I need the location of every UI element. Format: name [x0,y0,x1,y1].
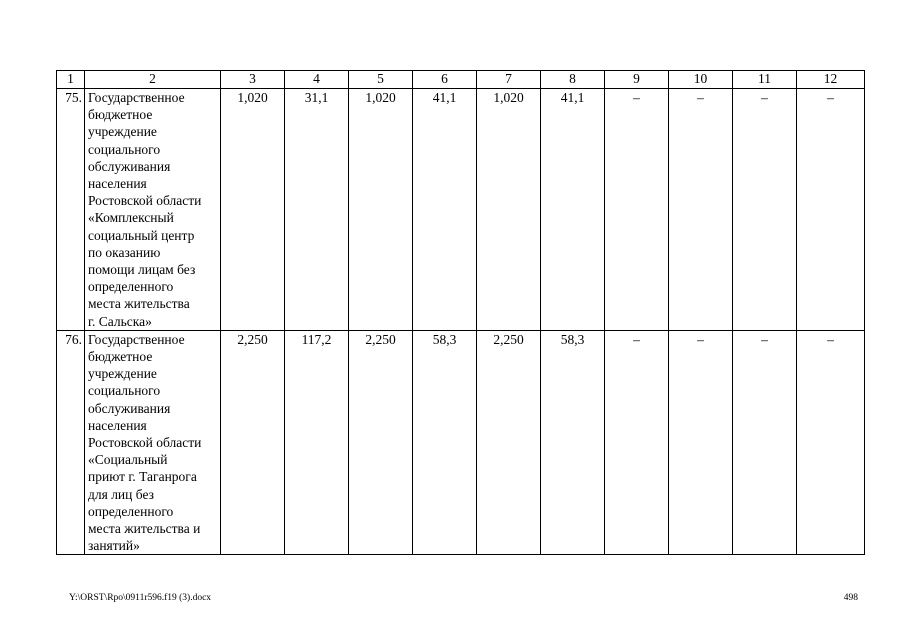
value-cell: 2,250 [477,330,541,555]
institution-name-line: обслуживания [88,158,171,174]
footer-page-number: 498 [843,593,858,603]
column-header: 1 [57,71,85,89]
value-cell: 1,020 [349,89,413,331]
institution-name-line: для лиц без [88,486,154,502]
institution-name-line: места жительства и [88,521,201,537]
institution-name-line: Ростовской области [88,435,202,451]
institution-name-line: населения [88,176,147,192]
column-header: 8 [541,71,605,89]
institution-name-line: социального [88,141,161,157]
table-row [57,330,865,555]
column-header: 7 [477,71,541,89]
institution-name-line: места жительства [88,296,190,312]
value-cell: 1,020 [221,89,285,331]
value-cell: 58,3 [541,330,605,555]
value-cell: – [669,89,733,331]
column-header: 9 [605,71,669,89]
column-header: 6 [413,71,477,89]
column-header: 2 [85,71,221,89]
value-cell: 58,3 [413,330,477,555]
institution-name-line: занятий» [88,538,140,554]
table-row [57,89,865,331]
institution-name-line: обслуживания [88,400,171,416]
institution-name-line: г. Сальска» [88,313,152,329]
value-cell: 1,020 [477,89,541,331]
column-header: 11 [733,71,797,89]
institution-name-line: учреждение [88,124,157,140]
institution-name-line: Государственное [88,90,185,105]
column-header: 12 [797,71,865,89]
value-cell: – [797,330,865,555]
value-cell: – [733,89,797,331]
column-header: 10 [669,71,733,89]
institution-name-line: социальный центр [88,227,195,243]
column-header: 4 [285,71,349,89]
value-cell: 41,1 [541,89,605,331]
value-cell: 2,250 [349,330,413,555]
institution-name-line: «Комплексный [88,210,174,226]
value-cell: – [733,330,797,555]
column-header: 5 [349,71,413,89]
data-table [56,70,865,555]
institution-name-cell [85,89,221,331]
institution-name-line: Государственное [88,331,185,347]
column-header: 3 [221,71,285,89]
row-number-cell: 75. [57,89,85,331]
value-cell: – [605,89,669,331]
value-cell: 117,2 [285,330,349,555]
institution-name-line: населения [88,417,147,433]
value-cell: 41,1 [413,89,477,331]
institution-name-line: бюджетное [88,107,153,123]
institution-name-line: определенного [88,279,174,295]
footer-file-path: Y:\ORST\Rpo\0911r596.f19 (3).docx [69,593,212,603]
value-cell: – [797,89,865,331]
value-cell: 2,250 [221,330,285,555]
institution-name-cell [85,330,221,555]
institution-name-line: социального [88,383,161,399]
value-cell: – [669,330,733,555]
institution-name-line: Ростовской области [88,193,202,209]
row-number-cell: 76. [57,330,85,555]
institution-name-line: определенного [88,503,174,519]
value-cell: – [605,330,669,555]
institution-name-line: по оказанию [88,244,161,260]
institution-name-line: учреждение [88,366,157,382]
header-row [57,71,865,89]
table-body [57,89,865,555]
institution-name-line: бюджетное [88,349,153,365]
value-cell: 31,1 [285,89,349,331]
institution-name-line: приют г. Таганрога [88,469,197,485]
institution-name-line: помощи лицам без [88,262,196,278]
institution-name-line: «Социальный [88,452,168,468]
